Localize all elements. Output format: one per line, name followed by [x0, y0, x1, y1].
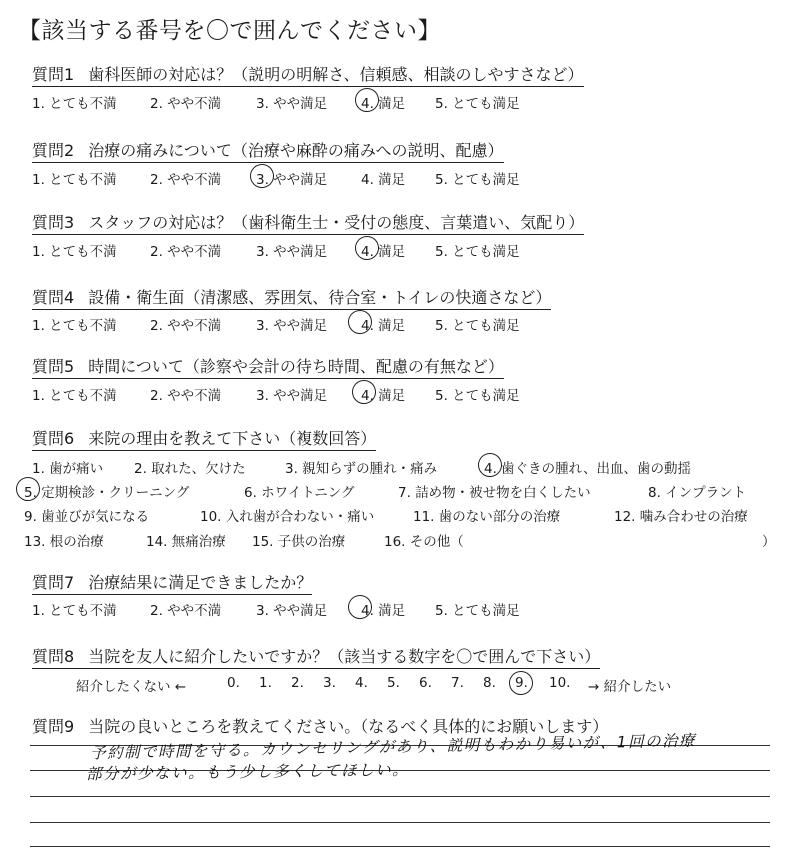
q6-option-16[interactable]: 16. その他（: [384, 534, 464, 550]
question-2-options: [0, 168, 800, 190]
q7-option-4[interactable]: 4. 満足: [361, 603, 406, 619]
question-6-options-row-3: [0, 505, 800, 527]
q7-option-3[interactable]: 3. やや満足: [256, 603, 328, 619]
q6-option-14[interactable]: 14. 無痛治療: [146, 534, 226, 550]
question-2-text: 治療の痛みについて（治療や麻酔の痛みへの説明、配慮）: [88, 141, 504, 160]
q1-option-1[interactable]: 1. とても不満: [32, 96, 117, 112]
q1-option-4[interactable]: 4. 満足: [361, 96, 406, 112]
q5-option-5[interactable]: 5. とても満足: [435, 388, 520, 404]
question-6-options-row-4: [0, 530, 800, 552]
q3-option-2[interactable]: 2. やや不満: [150, 244, 222, 260]
q2-option-4[interactable]: 4. 満足: [361, 172, 406, 188]
question-3-options: [0, 240, 800, 262]
q6-option-4[interactable]: 4. 歯ぐきの腫れ、出血、歯の動揺: [484, 461, 691, 477]
question-6-text: 来院の理由を教えて下さい（複数回答）: [88, 429, 377, 448]
question-8-scale: [0, 675, 800, 697]
question-8-number: 質問8: [32, 647, 75, 666]
q4-option-3[interactable]: 3. やや満足: [256, 318, 328, 334]
q6-option-2[interactable]: 2. 取れた、欠けた: [134, 461, 246, 477]
form-title: 【該当する番号を〇で囲んでください】: [18, 18, 441, 44]
answer-line-4: [30, 822, 770, 823]
question-4-text: 設備・衛生面（清潔感、雰囲気、待合室・トイレの快適さなど）: [88, 288, 552, 307]
question-4-title: [32, 285, 551, 310]
q5-option-2[interactable]: 2. やや不満: [150, 388, 222, 404]
question-7-title: [32, 570, 312, 595]
q6-option-8[interactable]: 8. インプラント: [648, 485, 747, 501]
question-5-title: [32, 354, 504, 379]
q6-option-1[interactable]: 1. 歯が痛い: [32, 461, 104, 477]
question-4-options: [0, 314, 800, 336]
question-1-number: 質問1: [32, 65, 75, 84]
q7-option-2[interactable]: 2. やや不満: [150, 603, 222, 619]
question-7-number: 質問7: [32, 573, 75, 592]
question-5-options: [0, 384, 800, 406]
question-1-options: [0, 92, 800, 114]
q8-score-8[interactable]: 8.: [483, 675, 496, 691]
q6-option-9[interactable]: 9. 歯並びが気になる: [24, 509, 150, 525]
question-3-text: スタッフの対応は？（歯科衛生士・受付の態度、言葉遣い、気配り）: [88, 213, 585, 232]
q6-option-15[interactable]: 15. 子供の治療: [252, 534, 346, 550]
question-1-title: [32, 62, 584, 87]
q2-option-3[interactable]: 3. やや満足: [256, 172, 328, 188]
q1-option-2[interactable]: 2. やや不満: [150, 96, 222, 112]
question-7-options: [0, 599, 800, 621]
q3-option-5[interactable]: 5. とても満足: [435, 244, 520, 260]
question-5-number: 質問5: [32, 357, 75, 376]
q4-option-4[interactable]: 4. 満足: [361, 318, 406, 334]
question-1-text: 歯科医師の対応は？（説明の明解さ、信頼感、相談のしやすさなど）: [88, 65, 584, 84]
q5-option-4[interactable]: 4. 満足: [361, 388, 406, 404]
q3-option-3[interactable]: 3. やや満足: [256, 244, 328, 260]
question-3-title: [32, 210, 584, 235]
answer-line-3: [30, 796, 770, 797]
question-8-text: 当院を友人に紹介したいですか？（該当する数字を〇で囲んで下さい）: [88, 647, 601, 666]
question-2-number: 質問2: [32, 141, 75, 160]
question-4-number: 質問4: [32, 288, 75, 307]
question-5-text: 時間について（診察や会計の待ち時間、配慮の有無など）: [88, 357, 504, 376]
q8-selection-circle: [507, 669, 535, 697]
q8-score-4[interactable]: 4.: [355, 675, 368, 691]
q8-score-9[interactable]: 9.: [515, 675, 528, 691]
question-8-title: [32, 644, 600, 669]
answer-line-5: [30, 846, 770, 847]
q6-option-10[interactable]: 10. 入れ歯が合わない・痛い: [200, 509, 375, 525]
question-6-title: [32, 426, 376, 451]
q8-score-6[interactable]: 6.: [419, 675, 432, 691]
q2-option-2[interactable]: 2. やや不満: [150, 172, 222, 188]
q5-option-3[interactable]: 3. やや満足: [256, 388, 328, 404]
q3-option-4[interactable]: 4. 満足: [361, 244, 406, 260]
q8-left-label: 紹介したくない ←: [76, 679, 187, 695]
q6-option-11[interactable]: 11. 歯のない部分の治療: [413, 509, 561, 525]
q6-option-7[interactable]: 7. 詰め物・被せ物を白くしたい: [398, 485, 591, 501]
q4-option-2[interactable]: 2. やや不満: [150, 318, 222, 334]
q8-score-2[interactable]: 2.: [291, 675, 304, 691]
q6-option-12[interactable]: 12. 噛み合わせの治療: [614, 509, 748, 525]
question-9-number: 質問9: [32, 717, 75, 736]
question-6-number: 質問6: [32, 429, 75, 448]
q1-option-5[interactable]: 5. とても満足: [435, 96, 520, 112]
q6-option-13[interactable]: 13. 根の治療: [24, 534, 104, 550]
q4-option-1[interactable]: 1. とても不満: [32, 318, 117, 334]
q9-handwritten-answer-2: 部分が少ない。もう少し多くしてほしい。: [85, 760, 410, 784]
q8-right-label: → 紹介したい: [588, 679, 672, 695]
q8-score-7[interactable]: 7.: [451, 675, 464, 691]
q4-option-5[interactable]: 5. とても満足: [435, 318, 520, 334]
q7-option-1[interactable]: 1. とても不満: [32, 603, 117, 619]
q2-option-5[interactable]: 5. とても満足: [435, 172, 520, 188]
question-6-options-row-2: [0, 481, 800, 503]
q1-option-3[interactable]: 3. やや満足: [256, 96, 328, 112]
q9-handwritten-answer-1: 予約制で時間を守る。カウンセリングがあり、説明もわかり易いが、1回の治療: [89, 731, 697, 763]
question-6-options-row-1: [0, 457, 800, 479]
question-2-title: [32, 138, 504, 163]
q8-score-3[interactable]: 3.: [323, 675, 336, 691]
q3-option-1[interactable]: 1. とても不満: [32, 244, 117, 260]
q5-option-1[interactable]: 1. とても不満: [32, 388, 117, 404]
q7-option-5[interactable]: 5. とても満足: [435, 603, 520, 619]
q8-score-10[interactable]: 10.: [549, 675, 571, 691]
q6-option-5[interactable]: 5. 定期検診・クリーニング: [24, 485, 190, 501]
q6-option-3[interactable]: 3. 親知らずの腫れ・痛み: [285, 461, 438, 477]
q8-score-0[interactable]: 0.: [227, 675, 240, 691]
q6-other-close-paren: ）: [762, 534, 776, 550]
q6-option-6[interactable]: 6. ホワイトニング: [244, 485, 355, 501]
q8-score-5[interactable]: 5.: [387, 675, 400, 691]
question-3-number: 質問3: [32, 213, 75, 232]
q2-option-1[interactable]: 1. とても不満: [32, 172, 117, 188]
question-9-text: 当院の良いところを教えてください。（なるべく具体的にお願いします）: [88, 717, 609, 736]
question-7-text: 治療結果に満足できましたか？: [88, 573, 313, 592]
q8-score-1[interactable]: 1.: [259, 675, 272, 691]
